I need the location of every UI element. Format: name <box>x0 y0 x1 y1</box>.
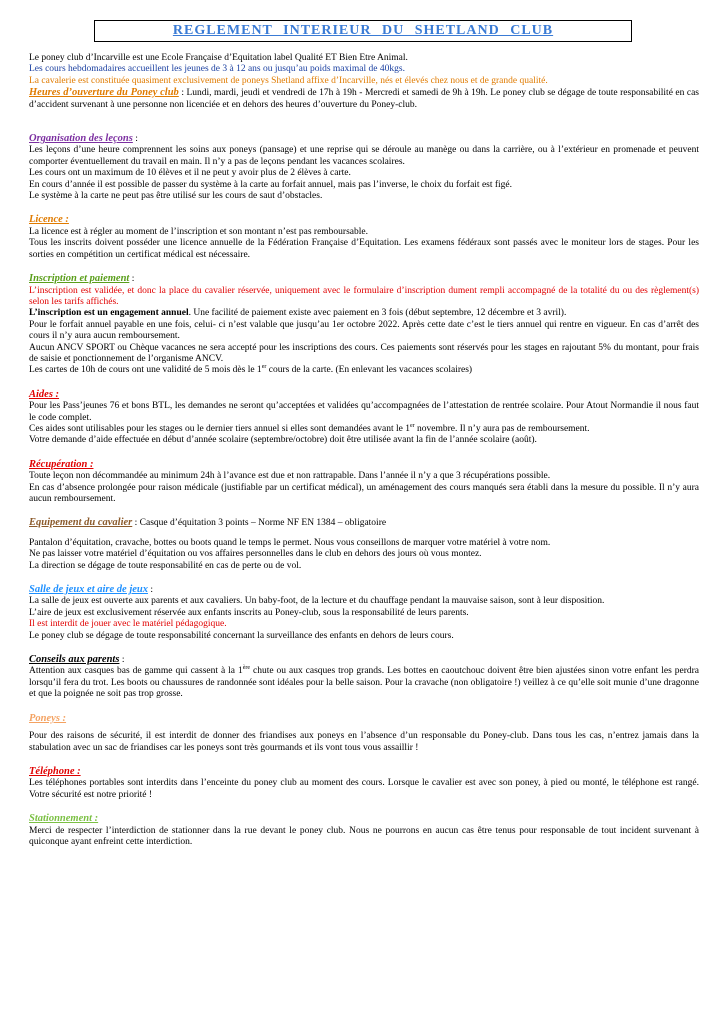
inscription-p1: L’inscription est validée, et donc la place du cavalier réservée, uniquement avec le formulaire d’inscription dument rempli accompagné de la totalité du ou des règlement(s) selon les tarifs affichés. <box>29 285 699 307</box>
equipement-sep: : <box>132 518 138 529</box>
hours-heading: Heures d’ouverture du Poney club <box>29 87 179 99</box>
conseils-p1 <box>29 666 699 700</box>
salle-sep: : <box>147 585 153 596</box>
section-stationnement <box>29 813 699 848</box>
conseils-heading: Conseils aux parents <box>29 654 120 666</box>
aides-p2 <box>29 424 699 435</box>
hours-paragraph <box>29 87 699 111</box>
telephone-p1: Les téléphones portables sont interdits dans l’enceinte du poney club au moment des cours. Lorsque le cavalier est avec son poney, à pied ou monté, le téléphone est rangé. Votre sécurité est notre priorité ! <box>29 778 699 800</box>
inscription-p5 <box>29 365 699 376</box>
recuperation-heading: Récupération : <box>29 458 94 470</box>
title-box <box>94 20 632 42</box>
section-recuperation <box>29 459 699 506</box>
equipement-casque: Casque d’équitation 3 points – Norme NF EN 1384 – obligatoire <box>137 518 387 529</box>
section-lecons <box>29 133 699 202</box>
section-equipement <box>29 517 699 572</box>
aides-p1: Pour les Pass’jeunes 76 et bons BTL, les demandes ne seront qu’acceptées et validées qu’accompagnées de l’attestation de rentrée scolaire. Pour Atout Normandie il nous faut le code complet. <box>29 401 699 423</box>
conseils-sep: : <box>119 655 125 666</box>
recuperation-p1: Toute leçon non décommandée au minimum 24h à l’avance est due et non rattrapable. Dans l’année il n’y a que 3 récupérations possible. <box>29 471 551 482</box>
inscription-sep: : <box>129 274 135 285</box>
section-inscription <box>29 273 699 377</box>
inscription-p5-b: cours de la carte. (En enlevant les vacances scolaires) <box>266 365 473 376</box>
document-body <box>29 53 699 848</box>
conseils-p1-sup: ère <box>242 665 251 672</box>
intro-line-2: Les cours hebdomadaires accueillent les jeunes de 3 à 12 ans ou jusqu’au poids maximal de 40kgs. <box>29 64 405 75</box>
lecons-p4: Le système à la carte ne peut pas être utilisé sur les cours de saut d’obstacles. <box>29 191 323 202</box>
hours-text: : Lundi, mardi, jeudi et vendredi de 17h à 19h - Mercredi et samedi de 9h à 19h. Le poney club se dégage de toute responsabilité en cas d’accident survenant à une personne non licenciée et en dehors des heures d’ouverture du Poney-club. <box>29 88 699 110</box>
conseils-p1-a: Attention aux casques bas de gamme qui cassent à la 1 <box>29 666 243 677</box>
inscription-p5-a: Les cartes de 10h de cours ont une validité de 5 mois dès le 1 <box>29 365 262 376</box>
section-poneys <box>29 713 699 754</box>
aides-p2-sup: er <box>409 422 415 429</box>
inscription-p3: Pour le forfait annuel payable en une fois, celui- ci n’est valable que jusqu’au 1er octobre 2022. Après cette date c’est le tiers annuel qui rentre en vigueur. En cas d’arrêt des cours il n’y aura aucun remboursement. <box>29 319 699 342</box>
inscription-p4: Aucun ANCV SPORT ou Chèque vacances ne sera accepté pour les inscriptions des cours. Ces paiements sont réservés pour les stages en rajoutant 5% du montant, pour frais de saisie et ponctionnement de l’organisme ANCV. <box>29 342 699 364</box>
salle-p2: L’aire de jeux est exclusivement réservée aux enfants inscrits au Poney-club, sous la responsabilité de leurs parents. <box>29 607 469 618</box>
section-conseils <box>29 654 699 701</box>
licence-heading: Licence : <box>29 214 69 226</box>
lecons-p3: En cours d’année il est possible de passer du système à la carte au forfait annuel, mais pas l’inverse, le choix du forfait est figé. <box>29 179 513 190</box>
inscription-p5-sup: er <box>261 364 267 371</box>
aides-p2-a: Ces aides sont utilisables pour les stages ou le dernier tiers annuel si elles sont demandées avant le 1 <box>29 423 410 434</box>
lecons-p1: Les leçons d’une heure comprennent les soins aux poneys (pansage) et une reprise qui se déroule au manège ou dans la carrière, ou à l’extérieur en promenade et peuvent comporter éventuellement du travail en main. Il n’y a pas de leçons pendant les vacances scolaires. <box>29 145 699 167</box>
lecons-p2: Les cours ont un maximum de 10 élèves et il ne peut y avoir plus de 2 élèves à carte. <box>29 168 351 179</box>
stationnement-heading: Stationnement : <box>29 813 99 825</box>
equipement-p3: La direction se dégage de toute responsabilité en cas de perte ou de vol. <box>29 560 302 571</box>
section-aides <box>29 389 699 447</box>
licence-p1: La licence est à régler au moment de l’inscription et son montant n’est pas remboursable. <box>29 226 368 237</box>
inscription-p2-rest: . Une facilité de paiement existe avec paiement en 3 fois (début septembre, 12 décembre et 3 avril). <box>188 308 567 319</box>
equipement-p1: Pantalon d’équitation, cravache, bottes ou boots quand le temps le permet. Nous vous conseillons de marquer votre matériel à votre nom. <box>29 537 551 548</box>
aides-p3: Votre demande d’aide effectuée en début d’année scolaire (septembre/octobre) doit être utilisée avant la fin de l’année scolaire (août). <box>29 435 537 446</box>
stationnement-p1: Merci de respecter l’interdiction de stationner dans la rue devant le poney club. Nous ne pourrons en aucun cas être tenus pour responsable de tout incident survenant à quiconque ayant enfreint cette interdiction. <box>29 825 699 847</box>
conseils-p1-b: chute ou aux casques trop grands. Les bottes en caoutchouc doivent être bien ajustées sinon votre enfant les perdra lorsqu’il fera du trot. Les boots ou chaussures de randonnée sont idéales pour la belle saison. Pour la cravache (non obligatoire !) veillez à ce qu’elle soit munie d’une dragonne et que la poignée ne soit pas trop grosse. <box>29 666 699 700</box>
poneys-p1: Pour des raisons de sécurité, il est interdit de donner des friandises aux poneys en l’absence d’un responsable du Poney-club. Dans tous les cas, n’entrez jamais dans la stabulation avec un sac de friandises car les poneys sont très gourmands et ils vont tous vous assaillir ! <box>29 731 699 753</box>
lecons-heading: Organisation des leçons <box>29 133 133 145</box>
equipement-heading: Equipement du cavalier <box>29 517 133 529</box>
section-salle <box>29 584 699 642</box>
lecons-sep: : <box>132 134 138 145</box>
section-licence <box>29 214 699 261</box>
licence-p2: Tous les inscrits doivent posséder une licence annuelle de la Fédération Française d’Equitation. Les examens fédéraux sont passés avec le moniteur lors de stages. Pour les sorties en compétition un certificat médical est nécessaire. <box>29 238 699 260</box>
salle-heading: Salle de jeux et aire de jeux <box>29 584 148 596</box>
intro-line-1: Le poney club d’Incarville est une Ecole Française d’Equitation label Qualité ET Bien Etre Animal. <box>29 53 408 63</box>
recuperation-p2: En cas d’absence prolongée pour raison médicale (justifiable par un certificat médical), un aménagement des cours manqués sera établi dans la mesure du possible. Il n’y aura aucun remboursement. <box>29 482 699 504</box>
inscription-p2 <box>29 308 699 319</box>
salle-p4: Le poney club se dégage de toute responsabilité concernant la surveillance des enfants en dehors de leurs cours. <box>29 630 454 641</box>
aides-heading: Aides : <box>29 388 60 400</box>
section-telephone <box>29 766 699 801</box>
inscription-heading: Inscription et paiement <box>29 273 130 285</box>
aides-p2-b: novembre. Il n’y aura pas de remboursement. <box>414 423 590 434</box>
page-title: REGLEMENT INTERIEUR DU SHETLAND CLUB <box>172 23 554 38</box>
telephone-heading: Téléphone : <box>29 765 81 777</box>
equipement-p2: Ne pas laisser votre matériel d’équitation ou vos affaires personnelles dans le club en dehors des jours où vous montez. <box>29 549 482 560</box>
intro-line-3: La cavalerie est constituée quasiment exclusivement de poneys Shetland affixe d’Incarville, nés et élevés chez nous et de grande qualité. <box>29 75 548 86</box>
inscription-p2-bold: L’inscription est un engagement annuel <box>29 308 189 319</box>
salle-p3: Il est interdit de jouer avec le matériel pédagogique. <box>29 619 227 630</box>
poneys-heading: Poneys : <box>29 712 67 724</box>
salle-p1: La salle de jeux est ouverte aux parents et aux cavaliers. Un baby-foot, de la lecture et du chauffage pendant la mauvaise saison, sont à leur disposition. <box>29 596 605 607</box>
